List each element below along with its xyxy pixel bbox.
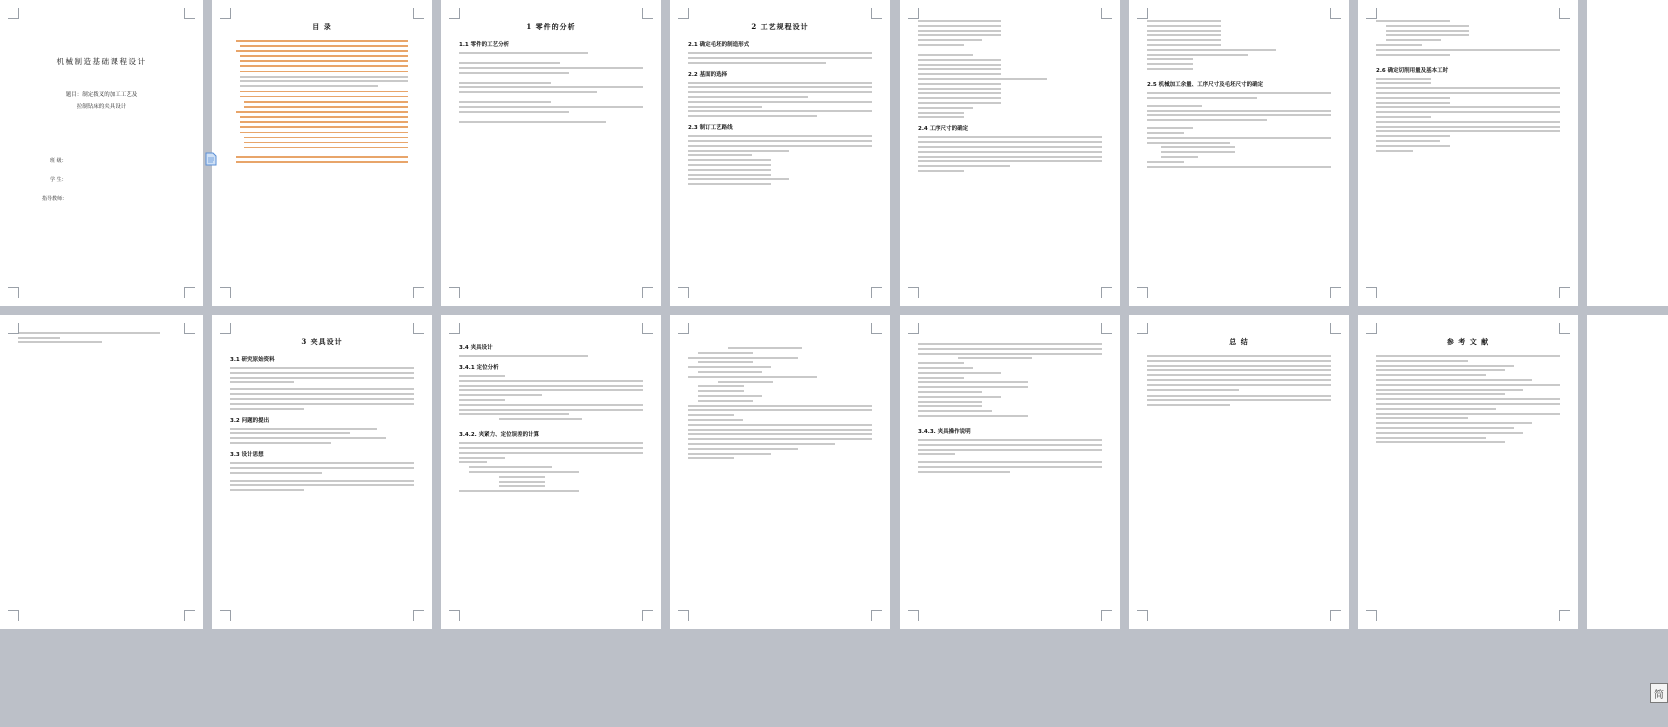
section-3-4-2-heading: 3.4.2. 夹紧力、定位误差的计算 xyxy=(459,432,540,439)
page-15-partial xyxy=(1587,315,1668,629)
page-12 xyxy=(900,315,1120,629)
section-3-4-3-heading: 3.4.3. 夹具操作说明 xyxy=(918,428,971,435)
page-toc xyxy=(212,0,432,306)
page-3 xyxy=(441,0,661,306)
toc-title: 目 录 xyxy=(312,22,332,31)
cover-subtitle-2: 拉制钻床的夹具设计 xyxy=(76,104,127,110)
section-3-2-heading: 3.2 问题的提出 xyxy=(230,417,270,424)
page-11 xyxy=(670,315,890,629)
section-3-4-1-heading: 3.4.1 定位分析 xyxy=(459,365,499,371)
summary-title: 总 结 xyxy=(1229,337,1249,346)
section-3-title: 3 夹具设计 xyxy=(301,337,343,346)
section-2-2-heading: 2.2 基面的选择 xyxy=(688,71,728,78)
document-icon[interactable] xyxy=(205,152,217,166)
page-6 xyxy=(1129,0,1349,306)
section-3-1-heading: 3.1 研究原始资料 xyxy=(230,357,275,363)
page-8-partial xyxy=(1587,0,1668,306)
page-7 xyxy=(1358,0,1578,306)
cover-title: 机械制造基础课程设计 xyxy=(56,57,147,66)
toc-entries xyxy=(236,40,408,163)
page-5 xyxy=(900,0,1120,306)
cover-field-teacher: 指导教师： xyxy=(42,196,68,202)
page-10 xyxy=(441,315,661,629)
page-9 xyxy=(212,315,432,629)
cover-field-class: 班 级： xyxy=(50,158,67,164)
section-3-3-heading: 3.3 设计思想 xyxy=(230,451,264,458)
section-1-1-heading: 1.1 零件的工艺分析 xyxy=(459,42,510,48)
section-2-5-heading: 2.5 机械加工余量、工序尺寸及毛坯尺寸的确定 xyxy=(1147,81,1264,88)
section-1-title: 1 零件的分析 xyxy=(526,22,576,31)
section-2-1-heading: 2.1 确定毛坯的制造形式 xyxy=(688,42,750,48)
page-14 xyxy=(1358,315,1578,629)
references-title: 参 考 文 献 xyxy=(1446,337,1490,346)
section-2-3-heading: 2.3 制订工艺路线 xyxy=(688,125,733,132)
section-2-4-heading: 2.4 工序尺寸的确定 xyxy=(918,126,969,133)
section-3-4-heading: 3.4 夹具设计 xyxy=(459,345,493,351)
cover-field-student: 学 生： xyxy=(50,177,67,183)
simplified-toggle-button[interactable]: 简 xyxy=(1650,683,1668,703)
page-4 xyxy=(670,0,890,306)
page-8 xyxy=(0,315,203,629)
section-2-title: 2 工艺规程设计 xyxy=(751,22,809,31)
cover-subtitle-1: 题目：制定拨叉的加工工艺及 xyxy=(65,92,138,98)
section-2-6-heading: 2.6 确定切削用量及基本工时 xyxy=(1376,67,1449,74)
page-cover xyxy=(0,0,203,306)
page-13 xyxy=(1129,315,1349,629)
